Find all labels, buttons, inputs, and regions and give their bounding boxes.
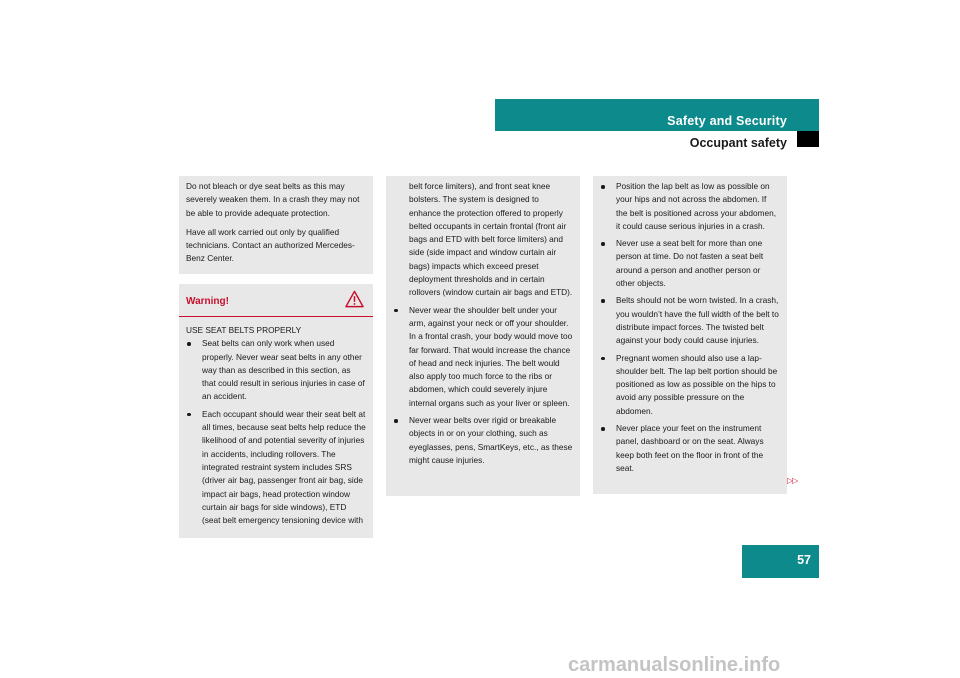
list-item: Pregnant women should also use a lap-shoulder belt. The lap belt portion should be positioned as low as possible on the hips to avoid any possible pressure on the abdomen.	[600, 352, 780, 418]
header-marker	[797, 131, 819, 147]
warning-continuation-panel	[386, 176, 580, 496]
list-item: Never use a seat belt for more than one person at time. Do not fasten a seat belt around a person and another person or other objects.	[600, 237, 780, 290]
warning-box	[179, 284, 373, 538]
seat-belt-rules-panel	[593, 176, 787, 494]
continuation-text: belt force limiters), and front seat knee bolsters. The system is designed to enhance the protection offered to properly belted occupants in certain frontal (front air bags and ETD with belt force limiters) and side (side impact and window curtain air bags) impacts which exceed preset deployment thresholds and in certain rollovers (window curtain air bags and ETD).	[409, 181, 573, 298]
paragraph: Do not bleach or dye seat belts as this may severely weaken them. In a crash they may not be able to provide adequate protection.	[186, 181, 360, 218]
section-title: Safety and Security	[667, 114, 787, 128]
warning-heading: USE SEAT BELTS PROPERLY	[186, 325, 302, 335]
paragraph: Have all work carried out only by qualified technicians. Contact an authorized Mercedes-Benz Center.	[186, 226, 355, 264]
subsection-title: Occupant safety	[689, 136, 787, 150]
warning-header	[179, 284, 373, 317]
list-item: Belts should not be worn twisted. In a crash, you wouldn’t have the full width of the belt to distribute impact forces. The twisted belt against your body could cause injuries.	[600, 294, 780, 347]
list-item: Each occupant should wear their seat belt at all times, because seat belts help reduce the likelihood of and potential severity of injuries in accidents, including rollovers. The integrated restraint system includes SRS (driver air bag, passenger front air bag, side impact air bags, head protection window curtain air bags for side windows), ETD (seat belt emergency tensioning device with	[186, 408, 366, 528]
page-number-box	[742, 545, 819, 578]
watermark: carmanualsonline.info	[568, 654, 781, 676]
continue-arrow-icon: ▷▷	[787, 476, 798, 485]
list-item: Never wear belts over rigid or breakable objects in or on your clothing, such as eyeglasses, pens, SmartKeys, etc., as these might cause injuries.	[393, 414, 573, 467]
right-bullet-list	[593, 176, 787, 475]
warning-triangle-icon	[345, 290, 364, 308]
warning-label: Warning!	[186, 296, 229, 307]
list-item: Position the lap belt as low as possible on your hips and not across the abdomen. If the belt is positioned across your abdomen, it could cause serious injuries in a crash.	[600, 180, 780, 233]
warning-bullet-list	[186, 337, 366, 527]
warning-body	[179, 317, 373, 527]
list-item: Never place your feet on the instrument panel, dashboard or on the seat. Always keep both feet on the floor in front of the seat.	[600, 422, 780, 475]
page-number: 57	[797, 553, 811, 567]
middle-bullet-list	[386, 304, 580, 468]
maintenance-note-panel	[179, 176, 373, 274]
list-item: Never wear the shoulder belt under your arm, against your neck or off your shoulder. In a frontal crash, your body would move too far forward. That would increase the chance of head and neck injuries. The belt would also apply too much force to the ribs or abdomen, which could severely injure internal organs such as your liver or spleen.	[393, 304, 573, 410]
list-item: Seat belts can only work when used properly. Never wear seat belts in any other way than as described in this section, as that could result in serious injuries in case of an accident.	[186, 337, 366, 403]
